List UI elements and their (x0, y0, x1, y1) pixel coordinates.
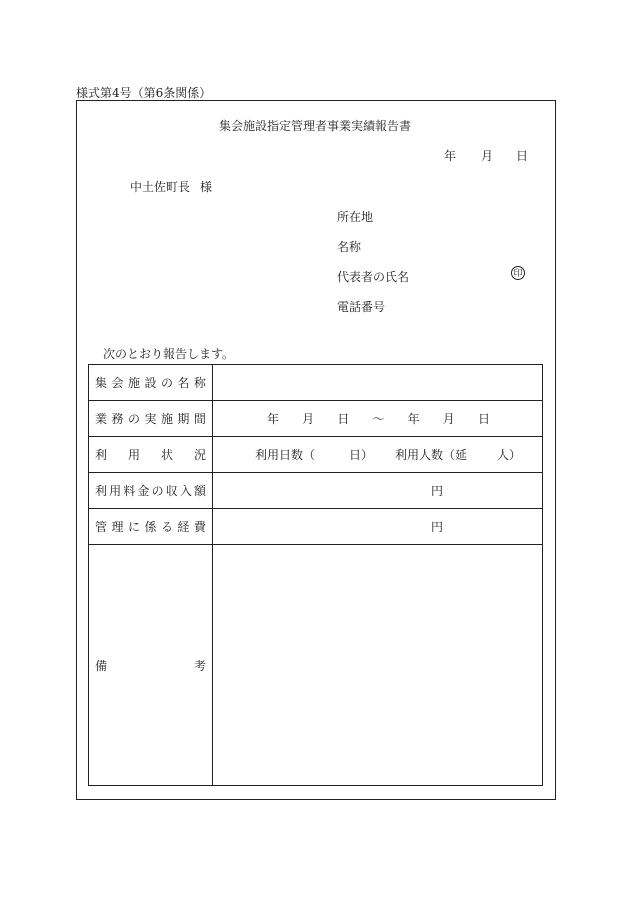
usage-label: 利 用 状 況 (89, 437, 213, 473)
recipient-honorific: 様 (200, 180, 213, 194)
table-row (89, 473, 543, 509)
usage-field[interactable] (213, 437, 543, 473)
date-day-label: 日 (516, 149, 529, 163)
period-label: 業 務 の 実 施 期 間 (89, 401, 213, 437)
table-row (89, 401, 543, 437)
table-row (89, 437, 543, 473)
name-label: 名称 (337, 240, 362, 254)
facility-name-field[interactable] (213, 365, 543, 401)
recipient-name: 中土佐町長 (130, 180, 191, 194)
cost-label: 管 理 に 係 る 経 費 (89, 509, 213, 545)
usage-people-suffix: 人） (497, 448, 522, 462)
seal-mark: 印 (511, 266, 525, 280)
period-end-day: 日 (477, 412, 490, 426)
period-field[interactable] (213, 401, 543, 437)
report-table (88, 364, 543, 786)
form-number: 様式第4号（第6条関係） (76, 86, 212, 100)
date-month-label: 月 (481, 149, 494, 163)
usage-days-suffix: 日） (349, 448, 374, 462)
period-end-year: 年 (407, 412, 420, 426)
period-end-month: 月 (442, 412, 455, 426)
period-start-day: 日 (337, 412, 350, 426)
fee-label: 利 用 料 金 の 収 入 額 (89, 473, 213, 509)
usage-people-prefix: 利用人数（延 (395, 448, 468, 462)
usage-days-prefix: 利用日数（ (255, 448, 316, 462)
recipient (130, 178, 212, 195)
date-year-label: 年 (444, 149, 457, 163)
lead-text: 次のとおり報告します。 (103, 347, 235, 361)
notes-label: 備 考 (89, 545, 213, 786)
table-row (89, 509, 543, 545)
table-row (89, 365, 543, 401)
document-title: 集会施設指定管理者事業実績報告書 (218, 119, 411, 133)
period-start-year: 年 (267, 412, 280, 426)
facility-name-label: 集 会 施 設 の 名 称 (89, 365, 213, 401)
fee-unit: 円 (431, 484, 444, 498)
phone-label: 電話番号 (337, 300, 386, 314)
period-start-month: 月 (302, 412, 315, 426)
table-row (89, 545, 543, 786)
fee-field[interactable] (213, 473, 543, 509)
notes-field[interactable] (213, 545, 543, 786)
address-label: 所在地 (337, 210, 374, 224)
representative-label: 代表者の氏名 (337, 270, 410, 284)
cost-unit: 円 (431, 520, 444, 534)
cost-field[interactable] (213, 509, 543, 545)
period-tilde: 〜 (372, 412, 385, 426)
